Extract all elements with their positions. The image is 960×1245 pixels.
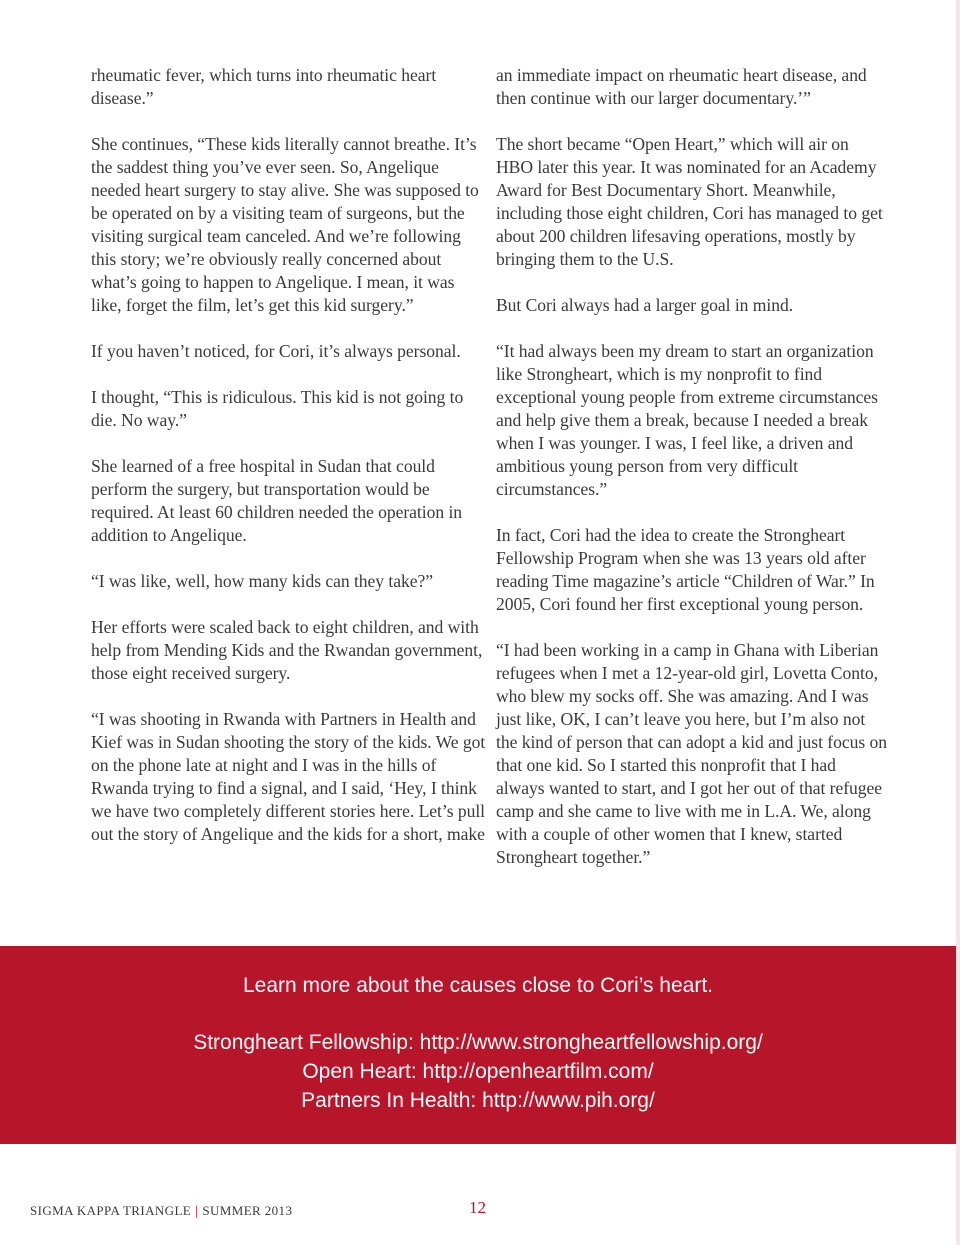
paragraph: “I was like, well, how many kids can they take?”: [91, 571, 434, 591]
paragraph: “I was shooting in Rwanda with Partners in Health and Kief was in Sudan shooting the story of the kids. We got on the phone late at night and I was in the hills of Rwanda trying to find a signal, and I said, ‘Hey, I think we have two completely different stories here. Let’s pull out the story of Angelique and the kids for a short, make: [91, 709, 486, 844]
paragraph: “I had been working in a camp in Ghana with Liberian refugees when I met a 12-year-old girl, Lovetta Conto, who blew my socks off. She was amazing. And I was just like, OK, I can’t leave you here, but I’m also not the kind of person that can adopt a kid and just focus on that one kid. So I started this nonprofit that I had always wanted to start, and I got her out of that refugee camp and she came to live with me in L.A. We, along with a couple of other women that I knew, started Strongheart together.”: [496, 640, 887, 867]
article-left-column: [91, 64, 486, 869]
banner-links: [0, 1028, 956, 1115]
paragraph: She continues, “These kids literally cannot breathe. It’s the saddest thing you’ve ever seen. So, Angelique needed heart surgery to stay alive. She was supposed to be operated on by a visiting team of surgeons, but the visiting surgical team canceled. And we’re following this story; we’re obviously really concerned about what’s going to happen to Angelique. I mean, it was like, forget the film, let’s get this kid surgery.”: [91, 134, 479, 315]
paragraph: The short became “Open Heart,” which will air on HBO later this year. It was nominated for an Academy Award for Best Documentary Short. Meanwhile, including those eight children, Cori has managed to get about 200 children lifesaving operations, mostly by bringing them to the U.S.: [496, 134, 883, 269]
strongheart-link[interactable]: Strongheart Fellowship: http://www.strongheartfellowship.org/: [193, 1031, 763, 1054]
partners-in-health-link[interactable]: Partners In Health: http://www.pih.org/: [301, 1089, 655, 1112]
paragraph: But Cori always had a larger goal in mind.: [496, 295, 794, 315]
paragraph: I thought, “This is ridiculous. This kid is not going to die. No way.”: [91, 387, 464, 430]
banner-heading: Learn more about the causes close to Cori’s heart.: [242, 974, 714, 997]
open-heart-link[interactable]: Open Heart: http://openheartfilm.com/: [302, 1060, 654, 1083]
paragraph: rheumatic fever, which turns into rheumatic heart disease.”: [91, 65, 437, 108]
page-number: 12: [469, 1198, 486, 1217]
footer-publication-line: [30, 1203, 292, 1220]
paragraph: She learned of a free hospital in Sudan that could perform the surgery, but transportation would be required. At least 60 children needed the operation in addition to Angelique.: [91, 456, 463, 545]
paragraph: If you haven’t noticed, for Cori, it’s always personal.: [91, 341, 461, 361]
resources-banner: [0, 946, 956, 1144]
paragraph: Her efforts were scaled back to eight children, and with help from Mending Kids and the Rwandan government, those eight received surgery.: [91, 617, 483, 683]
footer-separator: |: [195, 1204, 199, 1219]
paragraph: “It had always been my dream to start an organization like Strongheart, which is my nonprofit to find exceptional young people from extreme circumstances and help give them a break, because I needed a break when I was younger. I was, I feel like, a driven and ambitious young person from very difficult circumstances.”: [496, 341, 878, 499]
issue-name: SUMMER 2013: [202, 1203, 293, 1218]
paragraph: In fact, Cori had the idea to create the Strongheart Fellowship Program when she was 13 years old after reading Time magazine’s article “Children of War.” In 2005, Cori found her first exceptional young person.: [496, 525, 875, 614]
publication-name: SIGMA KAPPA TRIANGLE: [30, 1203, 192, 1218]
paragraph: an immediate impact on rheumatic heart disease, and then continue with our larger documentary.’”: [496, 65, 867, 108]
article-right-column: [496, 64, 888, 892]
page-edge-strip: [956, 0, 960, 1245]
